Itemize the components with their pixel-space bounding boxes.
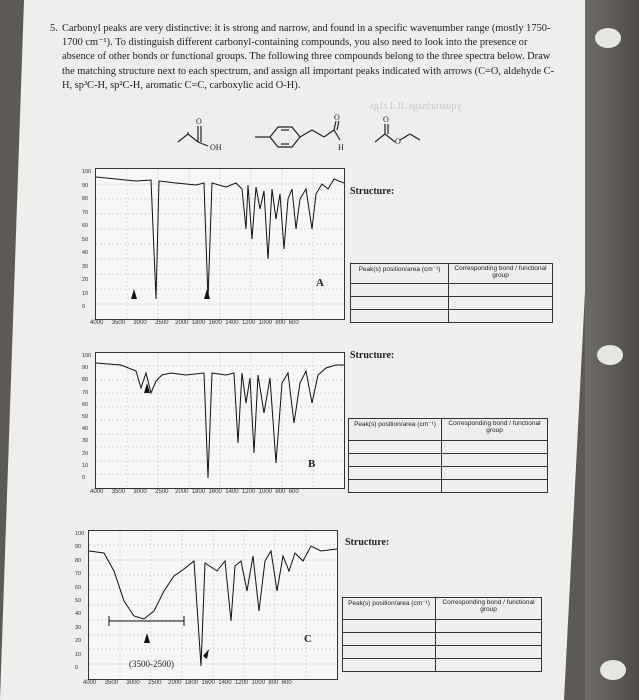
y-tick: 80 <box>82 377 89 384</box>
x-tick: 1400 <box>225 320 239 326</box>
x-axis-ticks-a <box>90 320 350 326</box>
x-tick: 600 <box>288 489 299 495</box>
x-tick: 3500 <box>104 680 119 686</box>
x-tick: 800 <box>268 680 279 686</box>
y-axis-ticks-b <box>82 350 91 484</box>
x-tick: 2000 <box>168 680 182 686</box>
structure-label-c: Structure: <box>345 537 390 548</box>
y-tick: 0 <box>82 304 86 310</box>
bond-cell[interactable] <box>436 646 542 659</box>
acid-o-label: O <box>196 117 202 126</box>
x-tick: 2000 <box>175 320 189 326</box>
bond-cell[interactable] <box>442 454 548 467</box>
x-tick: 1200 <box>241 320 256 326</box>
x-tick: 1400 <box>225 489 239 495</box>
y-tick: 0 <box>82 475 86 482</box>
y-tick: 10 <box>75 651 82 658</box>
y-tick: 100 <box>75 531 85 537</box>
spectrum-letter: C <box>304 633 312 645</box>
peak-cell[interactable] <box>349 467 442 480</box>
peak-arrow <box>204 289 210 299</box>
y-tick: 10 <box>82 462 89 469</box>
x-tick: 3000 <box>133 489 147 495</box>
peak-cell[interactable] <box>343 646 436 659</box>
structure-label-a: Structure: <box>350 186 395 197</box>
x-tick: 4000 <box>83 680 97 686</box>
bleed-through-text: yquarorlnage .ll .I r1gs <box>370 101 462 112</box>
x-tick: 4000 <box>90 489 104 495</box>
x-tick: 1800 <box>191 489 206 495</box>
y-tick: 40 <box>82 426 89 433</box>
x-tick: 1800 <box>184 680 199 686</box>
y-tick: 90 <box>82 365 89 372</box>
peak-arrow <box>203 649 209 659</box>
binder-hole <box>597 345 623 365</box>
x-axis-ticks-b <box>90 489 350 495</box>
x-tick: 1800 <box>191 320 206 326</box>
bond-cell[interactable] <box>436 620 542 633</box>
x-tick: 1000 <box>258 489 273 495</box>
x-tick: 800 <box>275 489 286 495</box>
bond-cell[interactable] <box>442 467 548 480</box>
peak-cell[interactable] <box>351 284 449 297</box>
carboxylic-acid-structure <box>178 126 208 146</box>
x-axis-ticks-c <box>83 680 343 686</box>
x-tick: 3500 <box>111 489 126 495</box>
ir-spectrum-b <box>95 352 345 489</box>
y-tick: 100 <box>82 169 92 175</box>
x-tick: 2500 <box>148 680 162 686</box>
binder-hole <box>595 28 621 48</box>
y-tick: 50 <box>75 598 82 605</box>
x-tick: 1200 <box>241 489 256 495</box>
peak-cell[interactable] <box>343 659 436 672</box>
peak-cell[interactable] <box>349 441 442 454</box>
y-tick: 50 <box>82 414 89 421</box>
structures-row <box>160 112 460 162</box>
question-block <box>50 22 562 93</box>
aldehyde-h-label: H <box>338 143 344 152</box>
structure-label-b: Structure: <box>350 350 395 361</box>
peak-table-b <box>348 418 548 493</box>
y-tick: 90 <box>82 182 89 189</box>
x-tick: 1600 <box>208 489 222 495</box>
x-tick: 3000 <box>126 680 140 686</box>
y-tick: 60 <box>82 223 89 229</box>
bond-cell[interactable] <box>436 633 542 646</box>
ester-o-label: O <box>395 137 401 146</box>
peak-arrow <box>144 633 150 643</box>
x-tick: 2000 <box>175 489 189 495</box>
bond-cell[interactable] <box>442 441 548 454</box>
aromatic-aldehyde-structure <box>255 121 340 147</box>
peak-cell[interactable] <box>349 480 442 493</box>
question-text: Carbonyl peaks are very distinctive: it is strong and narrow, and found in a specific wavenumber range (mostly 1750-1700 cm⁻¹). To distinguish different carbonyl-containing compounds, you also need to look into the presence or absence of other bonds or functional groups. The following three compounds belong to the three spectra below. Draw the matching structure next to each spectrum, and assign all important peaks indicated with arrows (C=O, aldehyde C-H, sp³C-H, sp²C-H, aromatic C=C, carboxylic acid O-H). <box>62 23 555 91</box>
y-tick: 30 <box>75 624 82 631</box>
y-axis-ticks-c <box>75 528 84 675</box>
ester-carbonyl-o-label: O <box>383 115 389 124</box>
x-tick: 1000 <box>251 680 266 686</box>
ir-spectrum-a <box>95 168 345 320</box>
ir-spectrum-c <box>88 530 338 680</box>
x-tick: 1600 <box>201 680 215 686</box>
ir-plot-b <box>96 353 344 488</box>
y-tick: 30 <box>82 438 89 445</box>
x-tick: 3500 <box>111 320 126 326</box>
y-tick: 50 <box>82 236 89 243</box>
peak-cell[interactable] <box>351 297 449 310</box>
bond-cell[interactable] <box>449 284 553 297</box>
x-tick: 800 <box>275 320 286 326</box>
peak-cell[interactable] <box>351 310 449 323</box>
y-tick: 70 <box>75 571 82 578</box>
y-tick: 100 <box>82 353 92 359</box>
y-tick: 90 <box>75 544 82 551</box>
bond-cell[interactable] <box>449 310 553 323</box>
peak-table-a <box>350 263 553 323</box>
peak-position-header: Peak(s) position/area (cm⁻¹) <box>351 264 449 284</box>
x-tick: 4000 <box>90 320 104 326</box>
peak-arrow <box>131 289 137 299</box>
bond-cell[interactable] <box>442 480 548 493</box>
x-tick: 3000 <box>133 320 147 326</box>
y-axis-ticks-a <box>82 166 91 315</box>
y-tick: 0 <box>75 665 79 672</box>
question-number: 5. <box>50 23 58 34</box>
y-tick: 40 <box>82 250 89 256</box>
y-tick: 30 <box>82 263 89 270</box>
x-tick: 1200 <box>234 680 249 686</box>
peak-position-header: Peak(s) position/area (cm⁻¹) <box>349 419 442 441</box>
y-tick: 40 <box>75 611 82 618</box>
peak-cell[interactable] <box>349 454 442 467</box>
ir-plot-a <box>96 169 344 319</box>
x-tick: 2500 <box>155 489 169 495</box>
y-tick: 70 <box>82 209 89 216</box>
bond-header: Corresponding bond / functional group <box>436 598 542 620</box>
x-tick: 1000 <box>258 320 273 326</box>
broad-range-annotation: (3500-2500) <box>129 659 174 669</box>
binder-hole <box>600 660 626 680</box>
x-tick: 1400 <box>218 680 232 686</box>
x-tick: 1600 <box>208 320 222 326</box>
peak-position-header: Peak(s) position/area (cm⁻¹) <box>343 598 436 620</box>
aldehyde-o-label: O <box>334 113 340 122</box>
x-tick: 600 <box>288 320 299 326</box>
y-tick: 20 <box>82 450 89 457</box>
peak-table-c <box>342 597 542 672</box>
y-tick: 80 <box>82 196 89 202</box>
y-tick: 70 <box>82 389 89 396</box>
acid-oh-label: OH <box>210 143 222 152</box>
y-tick: 60 <box>82 401 89 408</box>
spectrum-letter: A <box>316 277 324 289</box>
peak-cell[interactable] <box>343 620 436 633</box>
bond-cell[interactable] <box>449 297 553 310</box>
peak-cell[interactable] <box>343 633 436 646</box>
bond-cell[interactable] <box>436 659 542 672</box>
y-tick: 80 <box>75 557 82 564</box>
x-tick: 600 <box>281 680 292 686</box>
spectrum-letter: B <box>308 458 316 470</box>
x-tick: 2500 <box>155 320 169 326</box>
bond-header: Corresponding bond / functional group <box>449 264 553 284</box>
bond-header: Corresponding bond / functional group <box>442 419 548 441</box>
y-tick: 60 <box>75 584 82 591</box>
y-tick: 20 <box>82 277 89 283</box>
ir-plot-c <box>89 531 337 679</box>
y-tick: 10 <box>82 290 89 297</box>
y-tick: 20 <box>75 638 82 645</box>
